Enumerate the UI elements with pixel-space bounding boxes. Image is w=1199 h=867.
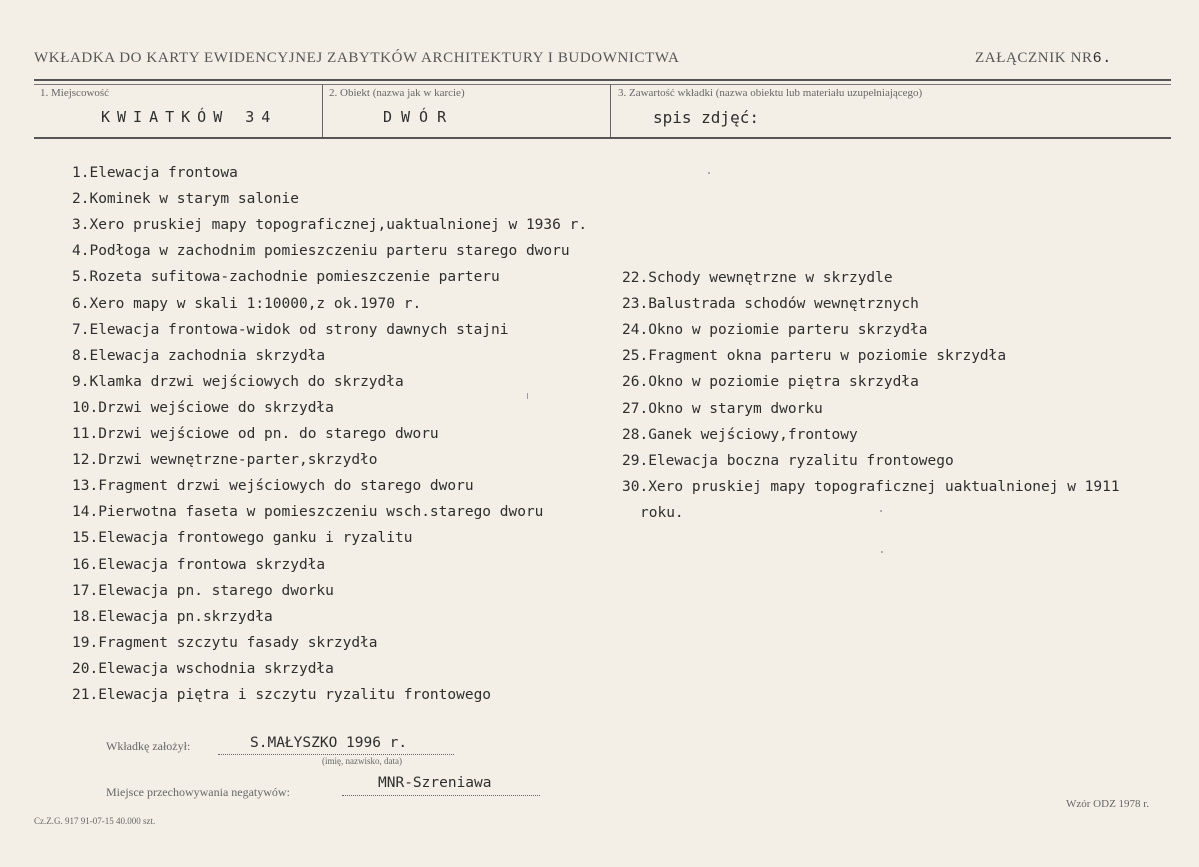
list-item: 20.Elewacja wschodnia skrzydła (72, 660, 334, 677)
list-item: 24.Okno w poziomie parteru skrzydła (622, 322, 928, 339)
storage-dotted-line (342, 795, 540, 796)
author-label: Wkładkę założył: (106, 739, 191, 753)
contents-label: 3. Zawartość wkładki (nazwa obiektu lub materiału uzupełniającego) (618, 87, 923, 99)
list-item: 23.Balustrada schodów wewnętrznych (622, 296, 919, 313)
author-value: S.MAŁYSZKO 1996 r. (250, 735, 408, 751)
list-item: 18.Elewacja pn.skrzydła (72, 608, 273, 625)
list-item: 13.Fragment drzwi wejściowych do starego dworu (72, 478, 474, 495)
list-item: 5.Rozeta sufitowa-zachodnie pomieszczenie parteru (72, 269, 500, 286)
list-item: 30.Xero pruskiej mapy topograficznej uaktualnionej w 1911 (622, 478, 1120, 495)
list-item: 29.Elewacja boczna ryzalitu frontowego (622, 452, 954, 469)
list-item: 3.Xero pruskiej mapy topograficznej,uaktualnionej w 1936 r. (72, 217, 588, 234)
list-item: 6.Xero mapy w skali 1:10000,z ok.1970 r. (72, 295, 422, 312)
list-item: 22.Schody wewnętrzne w skrzydle (622, 270, 893, 286)
print-code: Cz.Z.G. 917 91-07-15 40.000 szt. (34, 816, 156, 826)
locality-value: KWIATKÓW 34 (101, 108, 278, 126)
list-item: 19.Fragment szczytu fasady skrzydła (72, 634, 378, 651)
annex-number: 6. (1092, 50, 1112, 67)
list-item: 16.Elewacja frontowa skrzydła (72, 556, 326, 573)
list-item: 10.Drzwi wejściowe do skrzydła (72, 399, 334, 416)
object-label: 2. Obiekt (nazwa jak w karcie) (329, 87, 465, 99)
list-item: 15.Elewacja frontowego ganku i ryzalitu (72, 530, 413, 547)
list-item: 27.Okno w starym dworku (622, 400, 823, 417)
locality-label: 1. Miejscowość (40, 87, 110, 99)
author-dotted-line (218, 754, 454, 755)
list-item: 2.Kominek w starym salonie (72, 191, 299, 208)
paper-speck (880, 510, 882, 512)
field-divider (322, 84, 323, 137)
list-item: 7.Elewacja frontowa-widok od strony dawnych stajni (72, 321, 509, 338)
annex-label-text: ZAŁĄCZNIK NR (975, 50, 1093, 66)
storage-value: MNR-Szreniawa (378, 775, 492, 791)
author-hint: (imię, nazwisko, data) (322, 756, 402, 766)
list-item: 4.Podłoga w zachodnim pomieszczeniu parteru starego dworu (72, 243, 570, 260)
contents-value: spis zdjęć: (653, 108, 759, 127)
paper-speck (527, 393, 528, 399)
list-item: 12.Drzwi wewnętrzne-parter,skrzydło (72, 452, 378, 469)
model-label: Wzór ODZ 1978 r. (1066, 798, 1150, 810)
list-item: 26.Okno w poziomie piętra skrzydła (622, 374, 919, 391)
list-item: 8.Elewacja zachodnia skrzydła (72, 347, 326, 364)
top-rule (34, 79, 1171, 81)
form-title: WKŁADKA DO KARTY EWIDENCYJNEJ ZABYTKÓW ARCHITEKTURY I BUDOWNICTWA (34, 50, 680, 66)
list-item: roku. (640, 504, 684, 521)
paper-speck (708, 172, 710, 174)
list-item: 28.Ganek wejściowy,frontowy (622, 426, 858, 443)
bottom-rule (34, 137, 1171, 139)
storage-label: Miejsce przechowywania negatywów: (106, 785, 290, 799)
list-item: 21.Elewacja piętra i szczytu ryzalitu frontowego (72, 687, 492, 703)
list-item: 1.Elewacja frontowa (72, 165, 238, 181)
object-value: DWÓR (383, 108, 456, 126)
list-item: 9.Klamka drzwi wejściowych do skrzydła (72, 373, 404, 390)
annex-label (975, 50, 1112, 67)
list-item: 25.Fragment okna parteru w poziomie skrzydła (622, 348, 1007, 365)
field-divider (610, 84, 611, 137)
list-item: 17.Elewacja pn. starego dworku (72, 582, 334, 599)
list-item: 14.Pierwotna faseta w pomieszczeniu wsch.starego dworu (72, 504, 544, 521)
list-item: 11.Drzwi wejściowe od pn. do starego dworu (72, 426, 439, 442)
top-rule-thin (34, 84, 1171, 85)
paper-speck (881, 551, 883, 553)
